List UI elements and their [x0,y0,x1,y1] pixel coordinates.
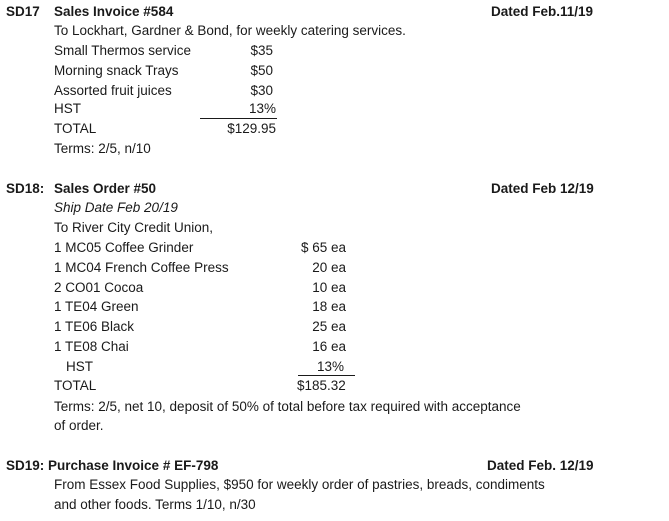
sd18-item-name: 2 CO01 Cocoa [54,280,144,295]
sd18-item-name: 1 TE04 Green [54,299,139,314]
sd18-total-label: TOTAL [54,378,97,393]
sd18-terms: Terms: 2/5, net 10, deposit of 50% of total before tax required with acceptance [54,399,521,414]
sd19-description-continued: and other foods. Terms 1/10, n/30 [54,497,256,512]
sd18-item-amount: 16 ea [312,339,346,354]
sd18-total-value: $185.32 [297,378,346,393]
sd17-hst-value: 13% [248,101,276,116]
sd17-item-amount: $35 [250,43,273,58]
sd18-hst-label: HST [66,359,93,374]
sd18-item-amount: 18 ea [312,299,346,314]
sd17-hst-label: HST [54,101,81,116]
sd19-description: From Essex Food Supplies, $950 for weekly order of pastries, breads, condiments [54,477,545,492]
sd17-total-label: TOTAL [54,121,97,136]
sd17-total-value: $129.95 [227,121,276,136]
sd17-item-amount: $30 [250,83,273,98]
sd19-title: SD19: Purchase Invoice # EF-798 [6,458,219,473]
sd17-total-rule [200,118,277,119]
sd17-date: Dated Feb.11/19 [491,4,594,19]
sd17-title: Sales Invoice #584 [54,4,174,19]
sd18-id: SD18: [6,181,45,196]
sd18-ship-date: Ship Date Feb 20/19 [54,200,178,215]
sd18-total-rule [298,375,355,376]
sd18-hst-value: 13% [316,359,344,374]
sd18-item-amount: 10 ea [312,280,346,295]
sd18-item-amount: 20 ea [312,260,346,275]
sd17-item-name: Morning snack Trays [54,63,179,78]
sd18-item-name: 1 TE08 Chai [54,339,129,354]
sd17-item-name: Small Thermos service [54,43,192,58]
sd18-item-amount: 25 ea [312,319,346,334]
sd18-item-amount: $ 65 ea [300,240,346,255]
sd18-recipient: To River City Credit Union, [54,220,214,235]
sd18-terms-continued: of order. [54,418,104,433]
sd18-item-name: 1 MC04 French Coffee Press [54,260,229,275]
sd19-date: Dated Feb. 12/19 [487,458,594,473]
sd18-title: Sales Order #50 [54,181,157,196]
sd18-item-name: 1 MC05 Coffee Grinder [54,240,194,255]
sd18-date: Dated Feb 12/19 [491,181,594,196]
sd17-id: SD17 [6,4,40,19]
sd18-item-name: 1 TE06 Black [54,319,135,334]
sd17-terms: Terms: 2/5, n/10 [54,141,151,156]
sd17-item-name: Assorted fruit juices [54,83,172,98]
sd17-recipient: To Lockhart, Gardner & Bond, for weekly catering services. [54,23,406,38]
sd17-item-amount: $50 [250,63,273,78]
